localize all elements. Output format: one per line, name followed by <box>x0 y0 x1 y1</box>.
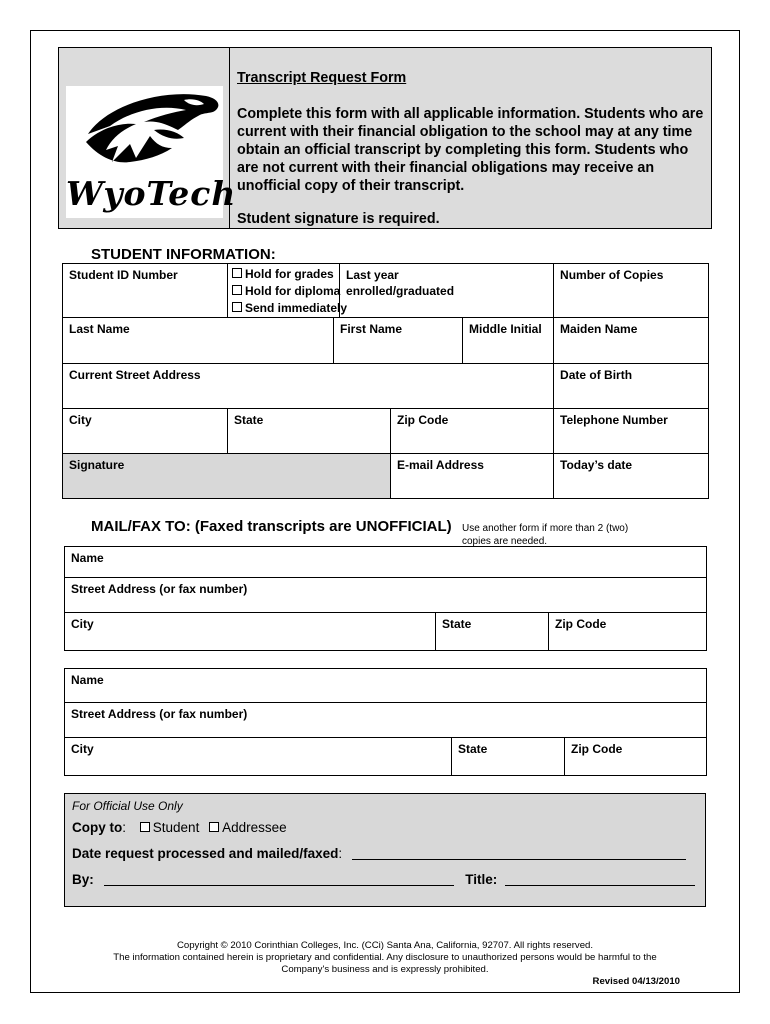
todays-date-label: Today’s date <box>560 458 633 472</box>
state-label: State <box>234 413 264 427</box>
city-field[interactable] <box>63 409 228 454</box>
dob-field[interactable] <box>554 364 709 409</box>
mail-state-field-2[interactable] <box>452 738 565 776</box>
form-title: Transcript Request Form <box>237 70 407 86</box>
mail-fax-heading: MAIL/FAX TO: (Faxed transcripts are UNOFFICIAL) <box>91 518 452 535</box>
mail-address-1-table <box>64 546 707 651</box>
copy-to-label: Copy to <box>72 820 123 835</box>
todays-date-field[interactable] <box>554 454 709 499</box>
mail-name-label: Name <box>71 551 104 565</box>
mail-zip-field-1[interactable] <box>549 613 707 651</box>
logo-wordmark: WyoTech <box>66 174 237 213</box>
email-field[interactable] <box>391 454 554 499</box>
first-name-field[interactable] <box>334 318 463 364</box>
signature-label: Signature <box>69 458 125 472</box>
title-line[interactable] <box>505 885 695 886</box>
revised-date: Revised 04/13/2010 <box>592 976 680 987</box>
dob-label: Date of Birth <box>560 368 633 382</box>
send-immediately-option[interactable]: Send immediately <box>232 300 337 317</box>
mail-state-field-1[interactable] <box>436 613 549 651</box>
mail-city-label: City <box>71 742 94 756</box>
copy-addressee-option[interactable]: Addressee <box>209 820 287 835</box>
copies-field[interactable] <box>554 264 709 318</box>
last-year-label: Last year enrolled/graduated <box>346 268 455 298</box>
city-label: City <box>69 413 92 427</box>
street-address-field[interactable] <box>63 364 554 409</box>
title-label: Title: <box>465 872 498 887</box>
date-processed-label: Date request processed and mailed/faxed <box>72 846 339 861</box>
signature-required-note: Student signature is required. <box>237 211 440 227</box>
official-use-heading: For Official Use Only <box>72 799 183 813</box>
checkbox-icon[interactable] <box>209 822 219 832</box>
mail-zip-label: Zip Code <box>555 617 607 631</box>
first-name-label: First Name <box>340 322 403 336</box>
mail-name-field-2[interactable] <box>65 669 707 703</box>
form-header <box>58 47 712 229</box>
mail-street-label: Street Address (or fax number) <box>71 707 248 721</box>
maiden-name-label: Maiden Name <box>560 322 638 336</box>
maiden-name-field[interactable] <box>554 318 709 364</box>
mail-state-label: State <box>442 617 472 631</box>
copy-student-option[interactable]: Student <box>140 820 200 835</box>
street-address-label: Current Street Address <box>69 368 201 382</box>
by-line[interactable] <box>104 885 454 886</box>
zip-label: Zip Code <box>397 413 449 427</box>
by-label: By: <box>72 872 94 887</box>
student-info-table <box>62 263 709 499</box>
signature-field[interactable] <box>63 454 391 499</box>
student-info-heading: STUDENT INFORMATION: <box>91 246 276 263</box>
by-title-row <box>72 872 695 887</box>
mail-name-field-1[interactable] <box>65 547 707 578</box>
phone-field[interactable] <box>554 409 709 454</box>
hold-options <box>228 264 348 318</box>
mail-zip-label: Zip Code <box>571 742 623 756</box>
checkbox-icon[interactable] <box>232 302 242 312</box>
mail-address-2-table <box>64 668 707 776</box>
form-instructions: Complete this form with all applicable information. Students who are current with their financial obligation to the school may at any time obtain an official transcript by completing this form. Students who are not current with their financial obligations may receive an unofficial copy of their transcript. <box>237 106 704 194</box>
hold-for-grades-option[interactable]: Hold for grades <box>232 266 337 283</box>
middle-initial-field[interactable] <box>463 318 554 364</box>
phone-label: Telephone Number <box>560 413 668 427</box>
mail-city-field-2[interactable] <box>65 738 452 776</box>
copies-label: Number of Copies <box>560 268 664 282</box>
last-name-label: Last Name <box>69 322 130 336</box>
official-use-box <box>64 793 706 907</box>
checkbox-icon[interactable] <box>232 268 242 278</box>
mail-street-field-1[interactable] <box>65 578 707 613</box>
checkbox-icon[interactable] <box>232 285 242 295</box>
hold-for-diploma-option[interactable]: Hold for diploma <box>232 283 337 300</box>
zip-field[interactable] <box>391 409 554 454</box>
state-field[interactable] <box>228 409 391 454</box>
extra-copies-note: Use another form if more than 2 (two) copies are needed. <box>462 523 629 547</box>
checkbox-icon[interactable] <box>140 822 150 832</box>
mail-city-field-1[interactable] <box>65 613 436 651</box>
mail-street-label: Street Address (or fax number) <box>71 582 248 596</box>
copyright-notice: Copyright © 2010 Corinthian Colleges, Inc. (CCi) Santa Ana, California, 92707. All rights reserved. <box>176 940 594 951</box>
date-processed-line[interactable] <box>352 859 686 860</box>
copy-to-row: Copy to: Student Addressee <box>72 820 287 835</box>
mail-state-label: State <box>458 742 488 756</box>
middle-initial-label: Middle Initial <box>469 322 542 336</box>
student-id-field[interactable] <box>63 264 228 318</box>
last-name-field[interactable] <box>63 318 334 364</box>
email-label: E-mail Address <box>397 458 484 472</box>
disclosure-notice: The information contained herein is proprietary and confidential. Any disclosure to unauthorized persons would be harmful to the Company's business and is expressly prohibited. <box>113 952 657 975</box>
mail-street-field-2[interactable] <box>65 703 707 738</box>
student-id-label: Student ID Number <box>69 268 178 282</box>
date-processed-row: Date request processed and mailed/faxed: <box>72 846 686 861</box>
last-year-field[interactable] <box>340 264 554 318</box>
mail-zip-field-2[interactable] <box>565 738 707 776</box>
mail-name-label: Name <box>71 673 104 687</box>
mail-city-label: City <box>71 617 94 631</box>
wyotech-logo <box>66 86 237 218</box>
